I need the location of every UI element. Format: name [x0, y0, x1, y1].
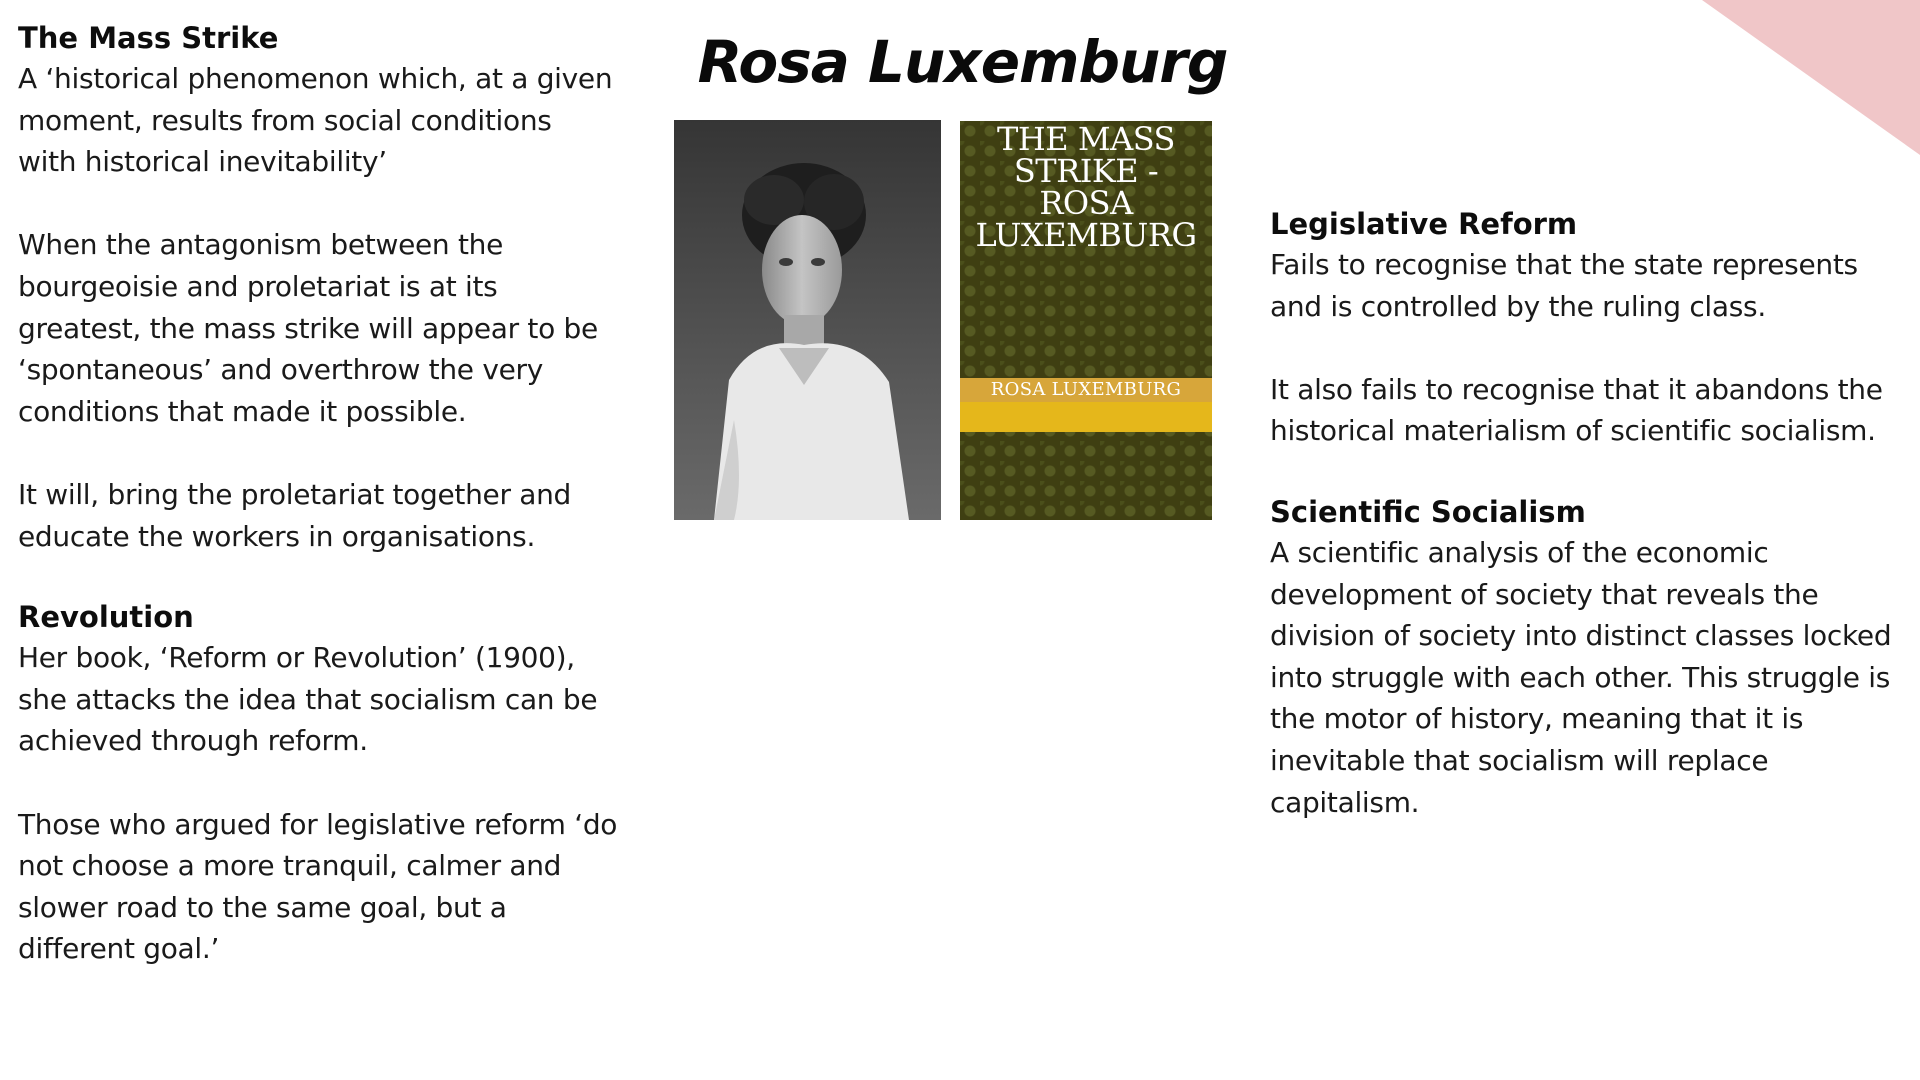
- mass-strike-paragraph-3: It will, bring the proletariat together and educate the workers in organisations.: [18, 477, 572, 553]
- revolution-paragraph-2: Those who argued for legislative reform ‘do not choose a more tranquil, calmer and slower road to the same goal, but a different goal.’: [18, 807, 618, 966]
- right-column: [1270, 204, 1910, 863]
- scientific-socialism-paragraph-1: A scientific analysis of the economic development of society that reveals the division of society into distinct classes locked into struggle with each other. This struggle is the motor of history, meaning that it is inevitable that socialism will replace capitalism.: [1270, 535, 1892, 819]
- heading-revolution: Revolution: [18, 600, 194, 635]
- corner-accent-triangle: [1702, 0, 1920, 155]
- section-legislative-reform: [1270, 204, 1910, 452]
- book-title: [960, 121, 1212, 254]
- legislative-reform-paragraph-1: Fails to recognise that the state represents and is controlled by the ruling class.: [1270, 248, 1858, 323]
- page-title: Rosa Luxemburg: [697, 28, 1228, 96]
- legislative-reform-paragraph-2: It also fails to recognise that it abandons the historical materialism of scientific socialism.: [1270, 372, 1883, 448]
- revolution-paragraph-1: Her book, ‘Reform or Revolution’ (1900), she attacks the idea that socialism can be achieved through reform.: [18, 641, 598, 758]
- heading-mass-strike: The Mass Strike: [18, 21, 279, 55]
- mass-strike-paragraph-2: When the antagonism between the bourgeoisie and proletariat is at its greatest, the mass strike will appear to be ‘spontaneous’ and overthrow the very conditions that made it possible.: [18, 228, 598, 428]
- book-author: ROSA LUXEMBURG: [960, 378, 1212, 402]
- section-mass-strike: [18, 18, 618, 557]
- book-title-line-2: STRIKE -: [1013, 152, 1159, 190]
- heading-scientific-socialism: Scientific Socialism: [1270, 494, 1586, 529]
- heading-legislative-reform: Legislative Reform: [1270, 207, 1578, 241]
- mass-strike-paragraph-1: A ‘historical phenomenon which, at a given moment, results from social conditions with historical inevitability’: [18, 62, 613, 179]
- book-title-line-1: THE MASS: [997, 121, 1175, 158]
- portrait-photo: [674, 120, 941, 520]
- section-scientific-socialism: [1270, 492, 1910, 823]
- book-title-line-3: ROSA: [1039, 184, 1133, 222]
- book-cover: [960, 121, 1212, 520]
- book-title-line-4: LUXEMBURG: [975, 216, 1197, 254]
- section-revolution: [18, 597, 618, 970]
- book-gold-band: [960, 402, 1212, 432]
- left-column: [18, 18, 618, 1010]
- portrait-image: [674, 120, 941, 520]
